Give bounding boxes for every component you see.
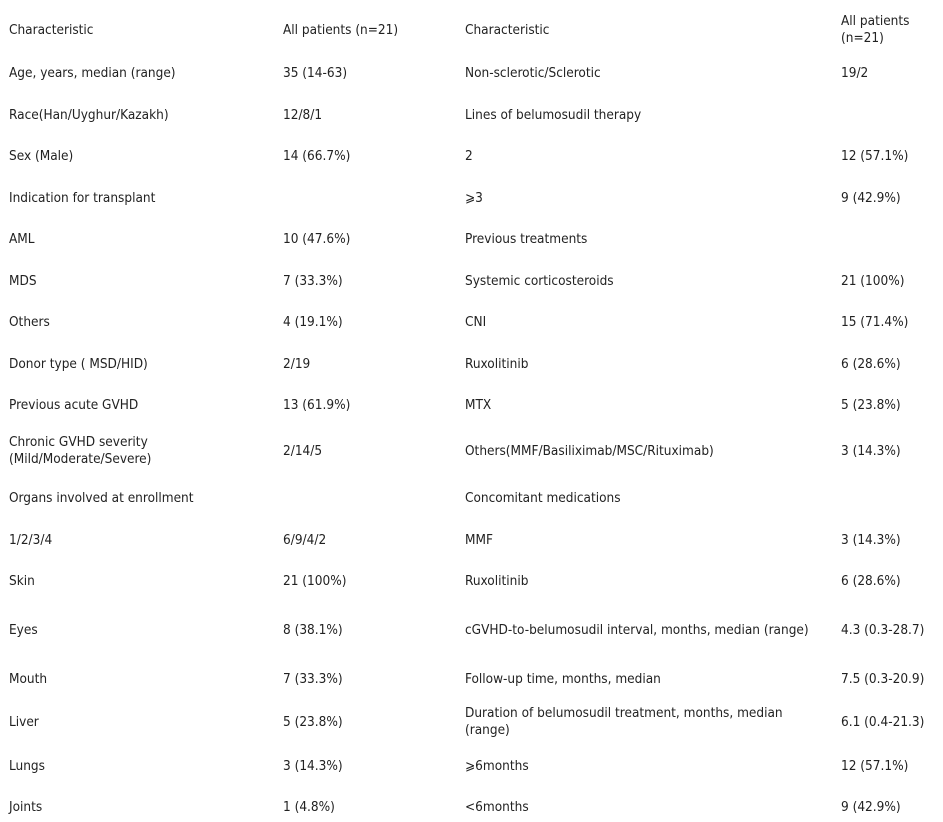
table-cell-value-right: 19/2 bbox=[841, 64, 869, 81]
table-cell-value-right: 21 (100%) bbox=[841, 272, 905, 289]
table-cell-value-left: 2/19 bbox=[283, 355, 311, 372]
table-cell-characteristic-right: Others(MMF/Basiliximab/MSC/Rituximab) bbox=[465, 442, 714, 459]
table-cell-characteristic-right: ⩾3 bbox=[465, 189, 483, 206]
table-cell-characteristic-right: Duration of belumosudil treatment, months, median (range) bbox=[465, 705, 783, 738]
table-cell-characteristic-right: Concomitant medications bbox=[465, 489, 621, 506]
table-cell-characteristic-left: Liver bbox=[9, 713, 39, 730]
table-cell-value-left: 12/8/1 bbox=[283, 106, 323, 123]
table-cell-characteristic-left: Sex (Male) bbox=[9, 147, 74, 164]
table-cell-value-right: 7.5 (0.3-20.9) bbox=[841, 670, 925, 687]
table-cell-characteristic-left: Joints bbox=[9, 798, 43, 815]
table-cell-characteristic-right: MMF bbox=[465, 531, 493, 548]
table-cell-value-left: 4 (19.1%) bbox=[283, 313, 343, 330]
table-cell-value-left: 13 (61.9%) bbox=[283, 396, 351, 413]
table-cell-characteristic-left: Donor type ( MSD/HID) bbox=[9, 355, 148, 372]
table-cell-value-right: 3 (14.3%) bbox=[841, 531, 901, 548]
table-cell-characteristic-left: 1/2/3/4 bbox=[9, 531, 53, 548]
table-cell-value-left: 2/14/5 bbox=[283, 442, 323, 459]
table-cell-value-left: 7 (33.3%) bbox=[283, 272, 343, 289]
table-cell-characteristic-right: MTX bbox=[465, 396, 492, 413]
table-cell-value-right: 6 (28.6%) bbox=[841, 355, 901, 372]
table-cell-characteristic-left: Others bbox=[9, 313, 50, 330]
table-cell-characteristic-left: Mouth bbox=[9, 670, 48, 687]
table-cell-characteristic-right: ⩾6months bbox=[465, 757, 529, 774]
table-cell-value-left: 10 (47.6%) bbox=[283, 230, 351, 247]
table-cell-characteristic-left: Lungs bbox=[9, 757, 45, 774]
table-cell-characteristic-left: AML bbox=[9, 230, 35, 247]
table-cell-characteristic-right: Follow-up time, months, median bbox=[465, 670, 661, 687]
table-cell-characteristic-left: Age, years, median (range) bbox=[9, 64, 176, 81]
table-cell-value-right: 6 (28.6%) bbox=[841, 572, 901, 589]
table-cell-characteristic-left: Chronic GVHD severity (Mild/Moderate/Severe) bbox=[9, 434, 152, 467]
table-cell-value-right: 12 (57.1%) bbox=[841, 147, 909, 164]
table-cell-characteristic-left: MDS bbox=[9, 272, 37, 289]
table-cell-value-right: 9 (42.9%) bbox=[841, 189, 901, 206]
table-cell-value-left: 8 (38.1%) bbox=[283, 621, 343, 638]
table-cell-value-left: 6/9/4/2 bbox=[283, 531, 327, 548]
table-cell-value-right: 4.3 (0.3-28.7) bbox=[841, 621, 925, 638]
table-cell-value-right: 12 (57.1%) bbox=[841, 757, 909, 774]
table-cell-characteristic-right: Systemic corticosteroids bbox=[465, 272, 614, 289]
column-header: All patients (n=21) bbox=[283, 21, 399, 38]
table-cell-value-right: 3 (14.3%) bbox=[841, 442, 901, 459]
column-header: Characteristic bbox=[465, 21, 550, 38]
table-cell-value-right: 5 (23.8%) bbox=[841, 396, 901, 413]
table-cell-value-left: 21 (100%) bbox=[283, 572, 347, 589]
table-cell-characteristic-left: Eyes bbox=[9, 621, 38, 638]
table-cell-characteristic-right: Ruxolitinib bbox=[465, 572, 529, 589]
column-header: All patients (n=21) bbox=[841, 13, 910, 46]
table-cell-characteristic-right: <6months bbox=[465, 798, 529, 815]
table-cell-value-left: 3 (14.3%) bbox=[283, 757, 343, 774]
table-cell-characteristic-right: Lines of belumosudil therapy bbox=[465, 106, 642, 123]
table-cell-characteristic-right: cGVHD-to-belumosudil interval, months, median (range) bbox=[465, 621, 809, 638]
table-cell-characteristic-left: Race(Han/Uyghur/Kazakh) bbox=[9, 106, 169, 123]
table-cell-value-left: 35 (14-63) bbox=[283, 64, 348, 81]
table-cell-characteristic-right: 2 bbox=[465, 147, 473, 164]
column-header: Characteristic bbox=[9, 21, 94, 38]
table-cell-value-left: 14 (66.7%) bbox=[283, 147, 351, 164]
table-cell-value-right: 9 (42.9%) bbox=[841, 798, 901, 815]
table-cell-characteristic-left: Organs involved at enrollment bbox=[9, 489, 194, 506]
table-cell-characteristic-right: Previous treatments bbox=[465, 230, 588, 247]
table-cell-value-right: 15 (71.4%) bbox=[841, 313, 909, 330]
table-cell-value-right: 6.1 (0.4-21.3) bbox=[841, 713, 925, 730]
table-cell-characteristic-left: Indication for transplant bbox=[9, 189, 156, 206]
table-cell-value-left: 5 (23.8%) bbox=[283, 713, 343, 730]
table-cell-characteristic-left: Skin bbox=[9, 572, 35, 589]
table-cell-characteristic-left: Previous acute GVHD bbox=[9, 396, 139, 413]
table-cell-characteristic-right: Ruxolitinib bbox=[465, 355, 529, 372]
table-cell-value-left: 1 (4.8%) bbox=[283, 798, 335, 815]
table-cell-characteristic-right: Non-sclerotic/Sclerotic bbox=[465, 64, 601, 81]
table-cell-characteristic-right: CNI bbox=[465, 313, 487, 330]
table-cell-value-left: 7 (33.3%) bbox=[283, 670, 343, 687]
